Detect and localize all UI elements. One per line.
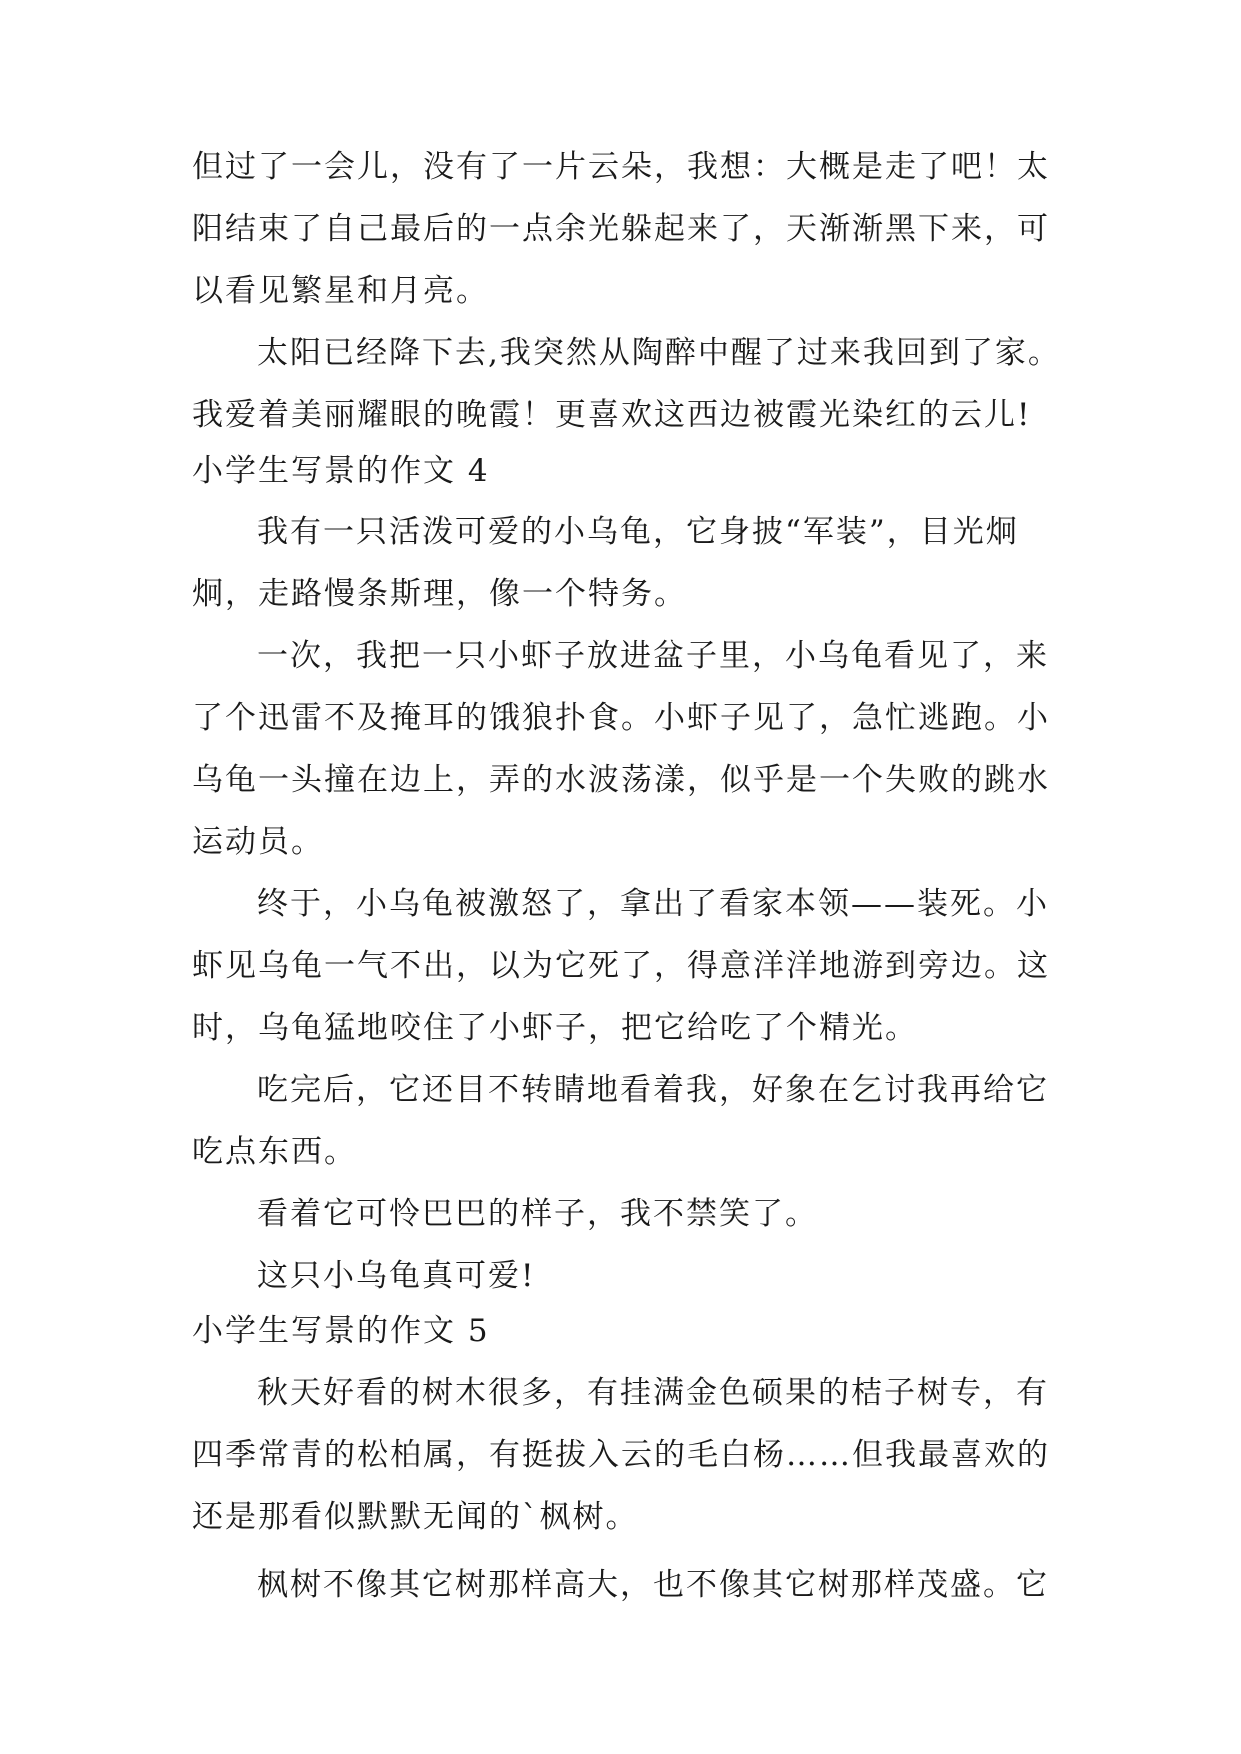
text-line: 了个迅雷不及掩耳的饿狼扑食。小虾子见了，急忙逃跑。小	[192, 700, 1050, 736]
text-line: 乌龟一头撞在边上，弄的水波荡漾，似乎是一个失败的跳水	[192, 762, 1050, 798]
text-line: 虾见乌龟一气不出，以为它死了，得意洋洋地游到旁边。这	[192, 948, 1050, 984]
paragraph-line: 吃完后，它还目不转睛地看着我，好象在乞讨我再给它	[257, 1072, 1049, 1108]
paragraph-line: 一次，我把一只小虾子放进盆子里，小乌龟看见了，来	[257, 638, 1049, 674]
text-line: 炯，走路慢条斯理，像一个特务。	[192, 576, 687, 612]
text-line: 还是那看似默默无闻的`枫树。	[192, 1499, 639, 1535]
text-line: 时，乌龟猛地咬住了小虾子，把它给吃了个精光。	[192, 1010, 918, 1046]
text-line: 运动员。	[192, 824, 324, 860]
paragraph-line: 秋天好看的树木很多，有挂满金色硕果的桔子树专，有	[257, 1375, 1049, 1411]
paragraph-line: 枫树不像其它树那样高大，也不像其它树那样茂盛。它	[257, 1567, 1049, 1603]
paragraph-line: 看着它可怜巴巴的样子，我不禁笑了。	[257, 1196, 818, 1232]
text-line: 我爱着美丽耀眼的晚霞！更喜欢这西边被霞光染红的云儿!	[192, 397, 1032, 433]
text-line: 吃点东西。	[192, 1134, 357, 1170]
text-line: 以看见繁星和月亮。	[192, 273, 489, 309]
section-heading: 小学生写景的作文 5	[192, 1313, 490, 1349]
paragraph-line: 这只小乌龟真可爱!	[257, 1258, 536, 1294]
section-heading: 小学生写景的作文 4	[192, 453, 490, 489]
paragraph-line: 我有一只活泼可爱的小乌龟，它身披“军装”，目光炯	[257, 514, 1019, 550]
text-line: 阳结束了自己最后的一点余光躲起来了，天渐渐黑下来，可	[192, 211, 1050, 247]
text-line: 四季常青的松柏属，有挺拔入云的毛白杨……但我最喜欢的	[192, 1437, 1050, 1473]
text-line: 但过了一会儿，没有了一片云朵，我想：大概是走了吧！太	[192, 149, 1050, 185]
paragraph-line: 太阳已经降下去,我突然从陶醉中醒了过来我回到了家。	[257, 335, 1061, 371]
paragraph-line: 终于，小乌龟被激怒了，拿出了看家本领——装死。小	[257, 886, 1049, 922]
